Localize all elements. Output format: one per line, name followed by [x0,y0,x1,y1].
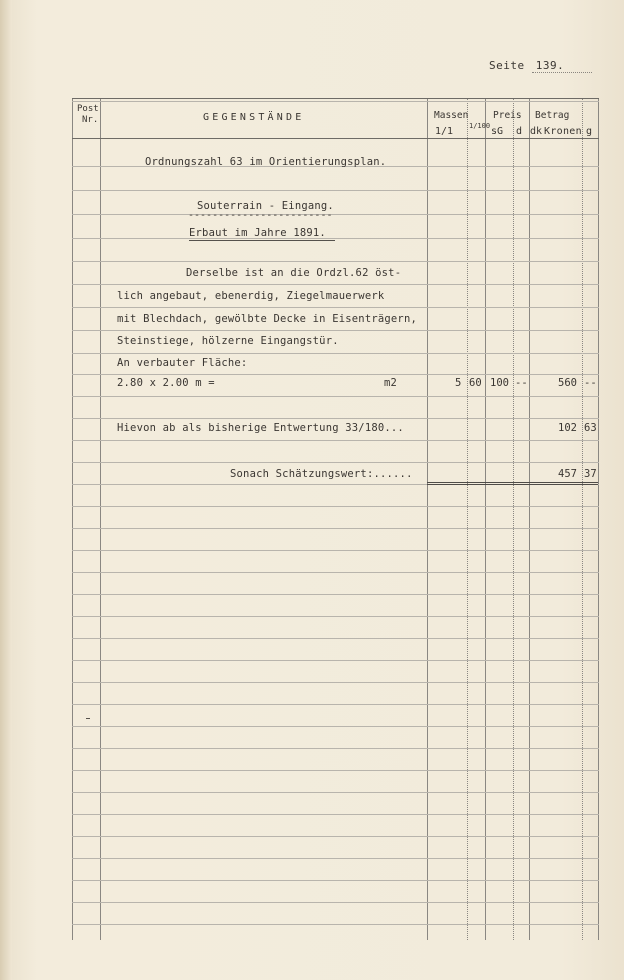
section-title-rule: ------------------------ [188,210,333,221]
description-line-3: mit Blechdach, gewölbte Decke in Eisenträgern, [117,313,417,325]
rule [72,284,599,285]
header-top-rule-2 [72,101,599,102]
rule [72,902,599,903]
area-massen-whole: 5 [455,377,462,389]
rule [72,396,599,397]
rule [72,506,599,507]
massen-sub2-header: 1/100 [469,122,491,130]
rule [72,330,599,331]
area-preis-whole: 100 [490,377,509,389]
preis-sub2-header: d [516,126,523,137]
rule [72,572,599,573]
area-betrag-whole: 560 [558,377,577,389]
total-double-rule [427,482,598,485]
rule [72,550,599,551]
page-number [489,59,592,72]
description-line-1: Derselbe ist an die Ordzl.62 öst- [186,267,402,279]
betrag-sub-header: dk [530,126,543,137]
rule [72,214,599,215]
built-year-underline [189,240,335,241]
betrag-sub3-header: g [586,126,593,137]
rule [72,748,599,749]
rule [72,594,599,595]
rule [72,616,599,617]
rule [72,792,599,793]
built-year: Erbaut im Jahre 1891. [189,227,326,239]
rule [72,440,599,441]
depreciation-line: Hievon ab als bisherige Entwertung 33/180... [117,422,404,434]
area-unit: m2 [384,377,398,389]
page-number-value: 139. [532,59,593,73]
description-line-4: Steinstiege, hölzerne Eingangstür. [117,335,339,347]
rule [72,770,599,771]
rule [72,858,599,859]
binding-edge [0,0,12,980]
rule [72,924,599,925]
rule [72,726,599,727]
header-top-rule [72,98,599,99]
margin-mark [86,718,90,719]
ordnungszahl-line: Ordnungszahl 63 im Orientierungsplan. [145,156,387,168]
depreciation-betrag-whole: 102 [558,422,577,434]
description-line-2: lich angebaut, ebenerdig, Ziegelmauerwerk [117,290,385,302]
preis-sub-header: sG [491,126,504,137]
depreciation-betrag-fraction: 63 [584,422,597,434]
nr-header-label: Nr. [82,115,99,125]
area-massen-fraction: 60 [469,377,482,389]
header-bottom-rule [72,138,599,139]
rule [72,374,599,375]
area-preis-fraction: -- [515,377,528,389]
section-title: Souterrain - Eingang. [197,200,334,212]
page-number-label: Seite [489,59,525,72]
ledger-table [72,98,599,940]
massen-header: Massen [434,110,469,121]
area-label: An verbauter Fläche: [117,357,248,369]
rule [72,638,599,639]
rule [72,190,599,191]
rule [72,307,599,308]
rule [72,704,599,705]
rule [72,462,599,463]
rule [72,814,599,815]
rule [72,880,599,881]
area-calculation: 2.80 x 2.00 m = [117,377,215,389]
rule [72,528,599,529]
betrag-header: Betrag [535,110,570,121]
rule [72,660,599,661]
post-header-label: Post [77,104,99,114]
post-nr-header [77,104,99,126]
estimated-value-line: Sonach Schätzungswert:...... [230,468,413,480]
betrag-sub2-header: Kronen [544,126,582,137]
massen-sub1-header: 1/1 [435,126,454,137]
rule [72,238,599,239]
rule [72,261,599,262]
rule [72,353,599,354]
area-betrag-fraction: -- [584,377,597,389]
estimated-value-betrag-whole: 457 [558,468,577,480]
preis-header: Preis [493,110,522,121]
rule [72,418,599,419]
estimated-value-betrag-fraction: 37 [584,468,597,480]
rule [72,836,599,837]
gegenstaende-header: GEGENSTÄNDE [203,112,305,123]
rule [72,682,599,683]
